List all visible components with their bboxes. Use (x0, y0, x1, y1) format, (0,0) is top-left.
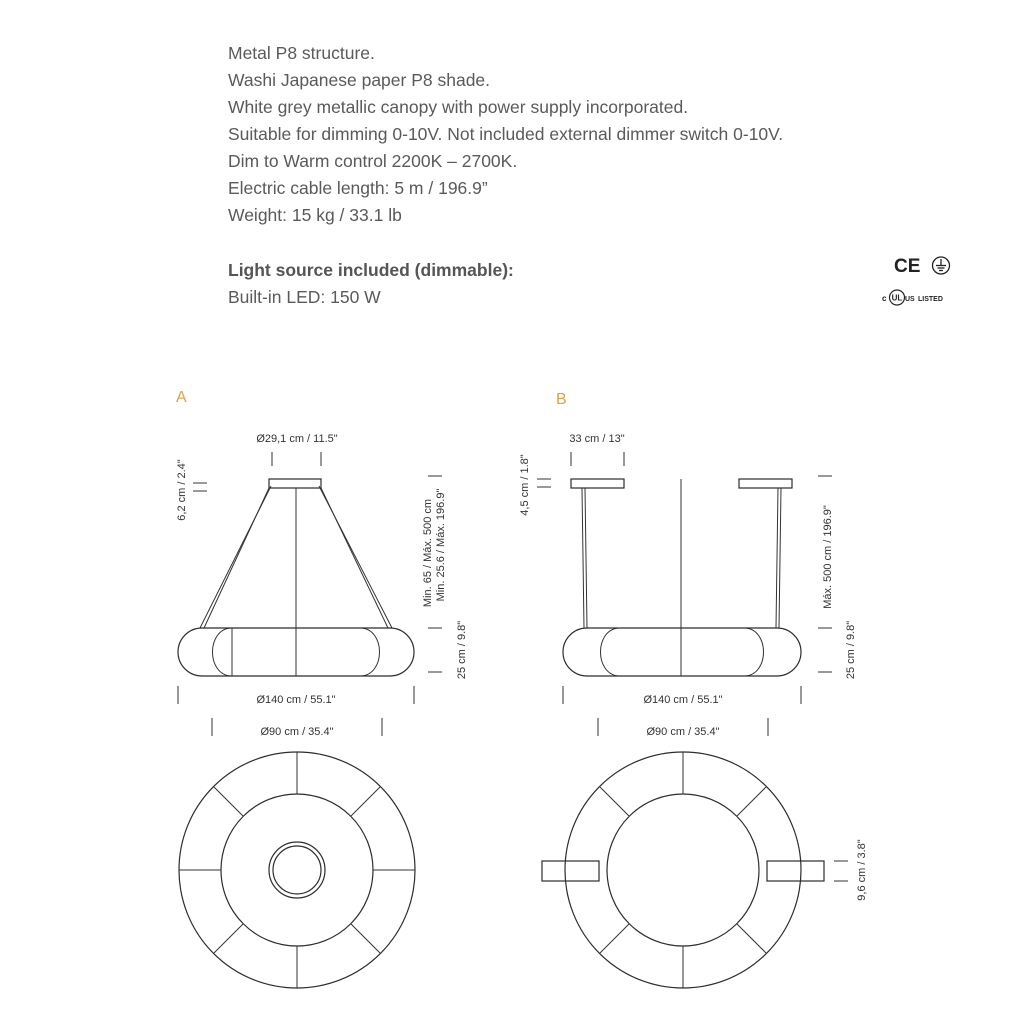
a-canopy-diameter-label: Ø29,1 cm / 11.5" (256, 433, 338, 445)
spec-cable-length: Electric cable length: 5 m / 196.9” (228, 178, 488, 198)
a-outer-diameter-label: Ø140 cm / 55.1" (256, 694, 336, 706)
spec-dimming: Suitable for dimming 0-10V. Not included external dimmer switch 0-10V. (228, 124, 784, 144)
b-canopy-right (739, 479, 792, 488)
b-shade-height-label: 25 cm / 9.8" (845, 620, 857, 680)
b-top-canopy-left (542, 861, 599, 881)
svg-text:US: US (905, 296, 915, 303)
b-drop-label: Máx. 500 cm / 196.9" (822, 505, 834, 609)
b-top-canopy-right (767, 861, 824, 881)
diagram-a (176, 389, 468, 988)
a-drop-in-label: Min. 25.6 / Máx. 196.9" (435, 488, 447, 602)
spec-structure: Metal P8 structure. (228, 43, 375, 63)
spec-dim-to-warm: Dim to Warm control 2200K – 2700K. (228, 151, 518, 171)
a-inner-diameter-label: Ø90 cm / 35.4" (260, 726, 334, 738)
a-canopy-height-label: 6,2 cm / 2.4" (176, 459, 188, 521)
diagram-b (519, 391, 868, 988)
diagram-a-label: A (176, 389, 187, 406)
b-canopy-depth-label: 9,6 cm / 3.8" (856, 839, 868, 901)
svg-text:c: c (882, 294, 887, 303)
a-canopy-shape (269, 479, 321, 488)
diagram-b-label: B (556, 391, 567, 408)
a-drop-cm-label: Min. 65 / Máx. 500 cm (422, 498, 434, 608)
b-top-view (542, 752, 824, 988)
svg-text:LISTED: LISTED (918, 296, 943, 303)
ce-mark: CE (894, 256, 921, 277)
a-shade-height-label: 25 cm / 9.8" (456, 620, 468, 680)
svg-text:UL: UL (891, 293, 903, 303)
b-inner-diameter-label: Ø90 cm / 35.4" (646, 726, 720, 738)
b-shade-side (563, 628, 801, 676)
b-outer-diameter-label: Ø140 cm / 55.1" (643, 694, 723, 706)
b-canopy-left (571, 479, 624, 488)
spec-weight: Weight: 15 kg / 33.1 lb (228, 205, 402, 225)
b-canopy-height-label: 4,5 cm / 1.8" (519, 454, 531, 516)
spec-canopy: White grey metallic canopy with power supply incorporated. (228, 97, 689, 117)
light-source-value: Built-in LED: 150 W (228, 287, 381, 307)
b-canopy-width-label: 33 cm / 13" (569, 433, 625, 445)
light-source-title: Light source included (dimmable): (228, 260, 514, 280)
spec-shade: Washi Japanese paper P8 shade. (228, 70, 491, 90)
a-top-view (179, 752, 415, 988)
